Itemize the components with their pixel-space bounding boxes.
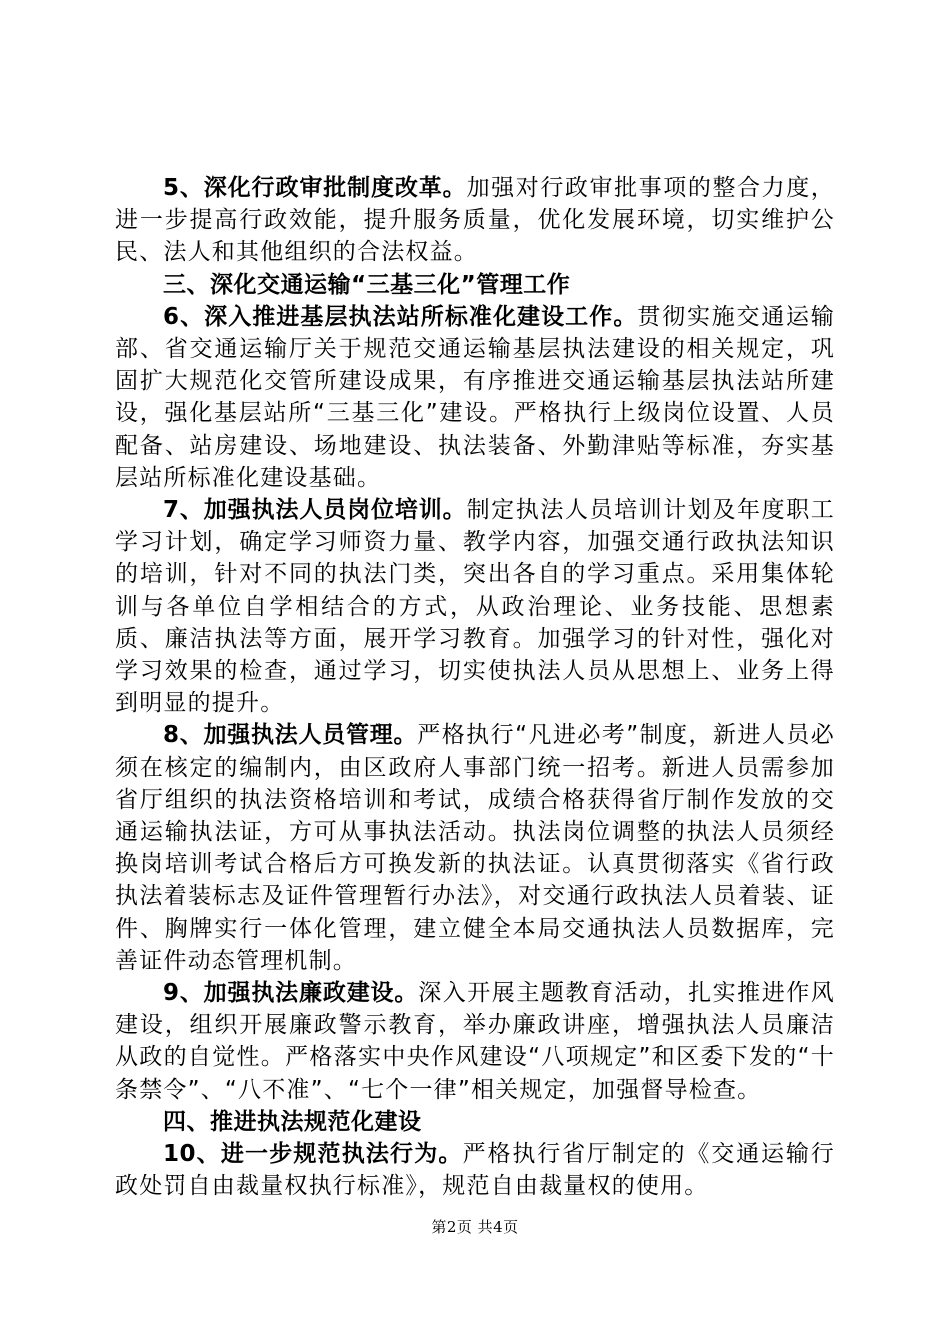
paragraph-5-lead: 5、深化行政审批制度改革。: [163, 175, 467, 201]
paragraph-8-lead: 8、加强执法人员管理。: [163, 722, 418, 749]
paragraph-10: [115, 1138, 835, 1202]
paragraph-7: [115, 494, 835, 719]
paragraph-9: [115, 977, 835, 1106]
paragraph-9-lead: 9、加强执法廉政建设。: [163, 980, 419, 1007]
paragraph-6: [115, 301, 835, 494]
paragraph-6-body: 贯彻实施交通运输部、省交通运输厅关于规范交通运输基层执法建设的相关规定，巩固扩大规范化交管所建设成果，有序推进交通运输基层执法站所建设，强化基层站所“三基三化”建设。严格执行上级岗位设置、人员配备、站房建设、场地建设、执法装备、外勤津贴等标准，夯实基层站所标准化建设基础。: [115, 303, 835, 491]
paragraph-9-body: 深入开展主题教育活动，扎实推进作风建设，组织开展廉政警示教育，举办廉政讲座，增强执法人员廉洁从政的自觉性。严格落实中央作风建设“八项规定”和区委下发的“十条禁令”、“八不准”、“七个一律”相关规定，加强督导检查。: [115, 980, 835, 1103]
document-body: [115, 172, 835, 1203]
section-heading-4: 四、推进执法规范化建设: [163, 1108, 422, 1135]
paragraph-8-body: 严格执行“凡进必考”制度，新进人员必须在核定的编制内，由区政府人事部门统一招考。新进人员需参加省厅组织的执法资格培训和考试，成绩合格获得省厅制作发放的交通运输执法证，方可从事执法活动。执法岗位调整的执法人员须经换岗培训考试合格后方可换发新的执法证。认真贯彻落实《省行政执法着装标志及证件管理暂行办法》，对交通行政执法人员着装、证件、胸牌实行一体化管理，建立健全本局交通执法人员数据库，完善证件动态管理机制。: [115, 722, 835, 974]
paragraph-5: [115, 172, 835, 269]
paragraph-6-lead: 6、深入推进基层执法站所标准化建设工作。: [163, 303, 638, 330]
paragraph-5-body: 加强对行政审批事项的整合力度，进一步提高行政效能，提升服务质量，优化发展环境，切实维护公民、法人和其他组织的合法权益。: [115, 175, 835, 266]
paragraph-7-body: 制定执法人员培训计划及年度职工学习计划，确定学习师资力量、教学内容，加强交通行政执法知识的培训，针对不同的执法门类，突出各自的学习重点。采用集体轮训与各单位自学相结合的方式，从政治理论、业务技能、思想素质、廉洁执法等方面，展开学习教育。加强学习的针对性，强化对学习效果的检查，通过学习，切实使执法人员从思想上、业务上得到明显的提升。: [115, 497, 835, 717]
section-heading-3: 三、深化交通运输“三基三化”管理工作: [163, 271, 571, 298]
paragraph-8: [115, 719, 835, 977]
paragraph-10-lead: 10、进一步规范执法行为。: [163, 1141, 463, 1168]
paragraph-7-lead: 7、加强执法人员岗位培训。: [163, 497, 467, 524]
paragraph-10-body: 严格执行省厅制定的《交通运输行政处罚自由裁量权执行标准》，规范自由裁量权的使用。: [115, 1141, 835, 1200]
page-number-footer: 第2页 共4页: [431, 1218, 519, 1236]
